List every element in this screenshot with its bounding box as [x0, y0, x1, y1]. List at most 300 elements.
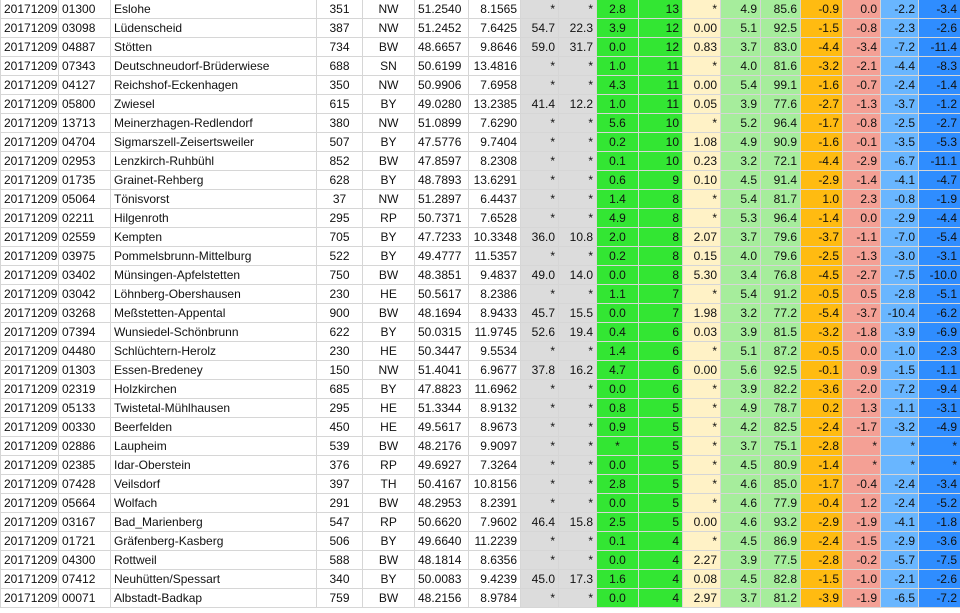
value-f-cell: 4.5: [721, 532, 761, 551]
value-b-cell: 12.2: [559, 95, 597, 114]
value-f-cell: 3.7: [721, 589, 761, 608]
value-h-cell: -1.7: [801, 475, 843, 494]
date-cell: 20171209: [1, 418, 59, 437]
station-id-cell: 01300: [59, 0, 111, 19]
state-cell: NW: [363, 114, 415, 133]
value-i-cell: -3.7: [843, 304, 881, 323]
date-cell: 20171209: [1, 475, 59, 494]
value-b-cell: 15.5: [559, 304, 597, 323]
station-name-cell: Tönisvorst: [111, 190, 317, 209]
value-c-cell: 1.0: [597, 95, 639, 114]
state-cell: NW: [363, 19, 415, 38]
value-i-cell: 1.3: [843, 399, 881, 418]
date-cell: 20171209: [1, 456, 59, 475]
station-id-cell: 01303: [59, 361, 111, 380]
value-e-cell: *: [683, 494, 721, 513]
value-e-cell: 2.07: [683, 228, 721, 247]
date-cell: 20171209: [1, 38, 59, 57]
station-name-cell: Schlüchtern-Herolz: [111, 342, 317, 361]
value-k-cell: *: [919, 437, 960, 456]
value-i-cell: -1.4: [843, 171, 881, 190]
date-cell: 20171209: [1, 380, 59, 399]
state-cell: BW: [363, 38, 415, 57]
value-k-cell: -2.3: [919, 342, 960, 361]
value-j-cell: -10.4: [881, 304, 919, 323]
value-e-cell: 1.98: [683, 304, 721, 323]
value-e-cell: 0.15: [683, 247, 721, 266]
value-j-cell: -7.0: [881, 228, 919, 247]
value-b-cell: *: [559, 475, 597, 494]
value-b-cell: *: [559, 0, 597, 19]
altitude-cell: 750: [317, 266, 363, 285]
value-c-cell: 0.1: [597, 152, 639, 171]
latitude-cell: 48.7893: [415, 171, 469, 190]
value-g-cell: 77.5: [761, 551, 801, 570]
value-e-cell: *: [683, 285, 721, 304]
value-c-cell: 0.0: [597, 38, 639, 57]
date-cell: 20171209: [1, 95, 59, 114]
value-d-cell: 11: [639, 76, 683, 95]
value-b-cell: 14.0: [559, 266, 597, 285]
value-a-cell: *: [521, 532, 559, 551]
table-row: [1, 38, 960, 57]
altitude-cell: 522: [317, 247, 363, 266]
value-j-cell: -2.9: [881, 532, 919, 551]
value-j-cell: -2.4: [881, 494, 919, 513]
value-d-cell: 8: [639, 266, 683, 285]
station-id-cell: 03098: [59, 19, 111, 38]
value-i-cell: -2.0: [843, 380, 881, 399]
value-a-cell: *: [521, 551, 559, 570]
value-j-cell: -3.5: [881, 133, 919, 152]
table-row: [1, 57, 960, 76]
altitude-cell: 230: [317, 342, 363, 361]
value-g-cell: 96.4: [761, 114, 801, 133]
altitude-cell: 387: [317, 19, 363, 38]
value-j-cell: -4.1: [881, 513, 919, 532]
date-cell: 20171209: [1, 171, 59, 190]
station-id-cell: 03042: [59, 285, 111, 304]
value-g-cell: 90.9: [761, 133, 801, 152]
value-c-cell: *: [597, 437, 639, 456]
altitude-cell: 350: [317, 76, 363, 95]
value-a-cell: *: [521, 456, 559, 475]
longitude-cell: 11.9745: [469, 323, 521, 342]
station-id-cell: 07412: [59, 570, 111, 589]
value-j-cell: -1.5: [881, 361, 919, 380]
value-d-cell: 5: [639, 513, 683, 532]
value-e-cell: 0.00: [683, 513, 721, 532]
value-b-cell: 10.8: [559, 228, 597, 247]
value-e-cell: *: [683, 114, 721, 133]
value-d-cell: 10: [639, 133, 683, 152]
state-cell: BY: [363, 95, 415, 114]
value-d-cell: 8: [639, 228, 683, 247]
value-d-cell: 8: [639, 247, 683, 266]
value-f-cell: 3.7: [721, 228, 761, 247]
longitude-cell: 9.7404: [469, 133, 521, 152]
value-h-cell: -3.2: [801, 323, 843, 342]
value-b-cell: 31.7: [559, 38, 597, 57]
value-k-cell: -1.1: [919, 361, 960, 380]
value-i-cell: 0.5: [843, 285, 881, 304]
value-k-cell: -9.4: [919, 380, 960, 399]
value-e-cell: 5.30: [683, 266, 721, 285]
altitude-cell: 340: [317, 570, 363, 589]
station-name-cell: Albstadt-Badkap: [111, 589, 317, 608]
state-cell: HE: [363, 399, 415, 418]
station-id-cell: 05800: [59, 95, 111, 114]
value-e-cell: *: [683, 209, 721, 228]
longitude-cell: 7.6290: [469, 114, 521, 133]
value-f-cell: 4.5: [721, 570, 761, 589]
value-a-cell: *: [521, 114, 559, 133]
value-h-cell: -3.7: [801, 228, 843, 247]
station-id-cell: 00071: [59, 589, 111, 608]
value-h-cell: -2.4: [801, 418, 843, 437]
value-f-cell: 4.6: [721, 513, 761, 532]
value-k-cell: -3.1: [919, 399, 960, 418]
value-c-cell: 1.4: [597, 190, 639, 209]
value-e-cell: *: [683, 418, 721, 437]
state-cell: RP: [363, 209, 415, 228]
value-b-cell: *: [559, 171, 597, 190]
value-k-cell: -5.3: [919, 133, 960, 152]
value-i-cell: -1.0: [843, 570, 881, 589]
station-name-cell: Lenzkirch-Ruhbühl: [111, 152, 317, 171]
table-row: [1, 0, 960, 19]
value-b-cell: *: [559, 285, 597, 304]
value-i-cell: -0.4: [843, 475, 881, 494]
value-e-cell: 0.00: [683, 76, 721, 95]
value-j-cell: -1.0: [881, 342, 919, 361]
date-cell: 20171209: [1, 399, 59, 418]
station-id-cell: 07394: [59, 323, 111, 342]
longitude-cell: 10.3348: [469, 228, 521, 247]
station-name-cell: Rottweil: [111, 551, 317, 570]
value-f-cell: 3.7: [721, 437, 761, 456]
altitude-cell: 547: [317, 513, 363, 532]
value-d-cell: 7: [639, 285, 683, 304]
value-g-cell: 81.5: [761, 323, 801, 342]
value-k-cell: -5.4: [919, 228, 960, 247]
latitude-cell: 50.9906: [415, 76, 469, 95]
value-h-cell: -0.1: [801, 361, 843, 380]
value-g-cell: 96.4: [761, 209, 801, 228]
value-i-cell: 0.0: [843, 0, 881, 19]
value-c-cell: 4.3: [597, 76, 639, 95]
latitude-cell: 50.0315: [415, 323, 469, 342]
value-g-cell: 76.8: [761, 266, 801, 285]
altitude-cell: 376: [317, 456, 363, 475]
station-id-cell: 05133: [59, 399, 111, 418]
longitude-cell: 8.2391: [469, 494, 521, 513]
altitude-cell: 622: [317, 323, 363, 342]
value-k-cell: -11.4: [919, 38, 960, 57]
station-id-cell: 07428: [59, 475, 111, 494]
table-row: [1, 76, 960, 95]
value-f-cell: 3.9: [721, 551, 761, 570]
value-k-cell: -7.2: [919, 589, 960, 608]
altitude-cell: 295: [317, 209, 363, 228]
longitude-cell: 13.4816: [469, 57, 521, 76]
state-cell: RP: [363, 456, 415, 475]
date-cell: 20171209: [1, 494, 59, 513]
longitude-cell: 8.6356: [469, 551, 521, 570]
table-row: [1, 418, 960, 437]
station-name-cell: Deutschneudorf-Brüderwiese: [111, 57, 317, 76]
value-i-cell: 0.0: [843, 342, 881, 361]
value-g-cell: 77.2: [761, 304, 801, 323]
state-cell: BW: [363, 437, 415, 456]
altitude-cell: 291: [317, 494, 363, 513]
value-f-cell: 5.1: [721, 19, 761, 38]
value-i-cell: -1.3: [843, 95, 881, 114]
value-i-cell: -0.8: [843, 114, 881, 133]
value-e-cell: 0.05: [683, 95, 721, 114]
latitude-cell: 51.2540: [415, 0, 469, 19]
altitude-cell: 688: [317, 57, 363, 76]
value-g-cell: 83.0: [761, 38, 801, 57]
value-h-cell: -1.5: [801, 19, 843, 38]
table-row: [1, 589, 960, 608]
table-row: [1, 380, 960, 399]
value-f-cell: 5.2: [721, 114, 761, 133]
table-row: [1, 532, 960, 551]
state-cell: SN: [363, 57, 415, 76]
value-e-cell: *: [683, 190, 721, 209]
latitude-cell: 51.3344: [415, 399, 469, 418]
table-row: [1, 95, 960, 114]
date-cell: 20171209: [1, 285, 59, 304]
table-row: [1, 209, 960, 228]
value-h-cell: 1.0: [801, 190, 843, 209]
station-id-cell: 05064: [59, 190, 111, 209]
value-c-cell: 5.6: [597, 114, 639, 133]
value-k-cell: -2.7: [919, 114, 960, 133]
longitude-cell: 9.4239: [469, 570, 521, 589]
value-k-cell: -5.2: [919, 494, 960, 513]
latitude-cell: 49.0280: [415, 95, 469, 114]
value-i-cell: *: [843, 437, 881, 456]
station-id-cell: 07343: [59, 57, 111, 76]
value-h-cell: 0.2: [801, 399, 843, 418]
station-name-cell: Kempten: [111, 228, 317, 247]
value-a-cell: *: [521, 152, 559, 171]
value-j-cell: -1.1: [881, 399, 919, 418]
value-b-cell: 17.3: [559, 570, 597, 589]
value-g-cell: 92.5: [761, 361, 801, 380]
latitude-cell: 48.2156: [415, 589, 469, 608]
altitude-cell: 397: [317, 475, 363, 494]
value-k-cell: -1.4: [919, 76, 960, 95]
state-cell: BY: [363, 380, 415, 399]
value-e-cell: *: [683, 532, 721, 551]
value-k-cell: -6.9: [919, 323, 960, 342]
altitude-cell: 685: [317, 380, 363, 399]
value-k-cell: -7.5: [919, 551, 960, 570]
station-name-cell: Veilsdorf: [111, 475, 317, 494]
value-j-cell: -2.9: [881, 209, 919, 228]
value-a-cell: *: [521, 589, 559, 608]
altitude-cell: 507: [317, 133, 363, 152]
table-row: [1, 190, 960, 209]
date-cell: 20171209: [1, 532, 59, 551]
station-name-cell: Neuhütten/Spessart: [111, 570, 317, 589]
altitude-cell: 852: [317, 152, 363, 171]
state-cell: BW: [363, 494, 415, 513]
altitude-cell: 150: [317, 361, 363, 380]
value-a-cell: 59.0: [521, 38, 559, 57]
station-id-cell: 03975: [59, 247, 111, 266]
value-e-cell: 2.27: [683, 551, 721, 570]
value-g-cell: 87.2: [761, 342, 801, 361]
value-h-cell: -4.4: [801, 152, 843, 171]
station-id-cell: 01721: [59, 532, 111, 551]
date-cell: 20171209: [1, 209, 59, 228]
value-h-cell: -2.5: [801, 247, 843, 266]
table-row: [1, 19, 960, 38]
value-a-cell: *: [521, 494, 559, 513]
value-a-cell: *: [521, 171, 559, 190]
latitude-cell: 48.6657: [415, 38, 469, 57]
value-b-cell: 22.3: [559, 19, 597, 38]
value-g-cell: 99.1: [761, 76, 801, 95]
value-k-cell: -3.1: [919, 247, 960, 266]
value-g-cell: 72.1: [761, 152, 801, 171]
value-j-cell: -2.2: [881, 0, 919, 19]
value-h-cell: -2.4: [801, 532, 843, 551]
value-c-cell: 0.6: [597, 171, 639, 190]
value-h-cell: -1.7: [801, 114, 843, 133]
latitude-cell: 48.1814: [415, 551, 469, 570]
value-f-cell: 5.4: [721, 76, 761, 95]
latitude-cell: 51.2452: [415, 19, 469, 38]
station-name-cell: Zwiesel: [111, 95, 317, 114]
state-cell: NW: [363, 76, 415, 95]
value-i-cell: -1.8: [843, 323, 881, 342]
value-h-cell: -5.4: [801, 304, 843, 323]
date-cell: 20171209: [1, 323, 59, 342]
longitude-cell: 8.9433: [469, 304, 521, 323]
value-d-cell: 12: [639, 38, 683, 57]
value-i-cell: -2.9: [843, 152, 881, 171]
value-c-cell: 0.2: [597, 247, 639, 266]
value-j-cell: -6.7: [881, 152, 919, 171]
value-f-cell: 3.9: [721, 380, 761, 399]
value-i-cell: -0.7: [843, 76, 881, 95]
value-c-cell: 4.7: [597, 361, 639, 380]
value-g-cell: 91.4: [761, 171, 801, 190]
value-b-cell: *: [559, 133, 597, 152]
value-h-cell: -1.5: [801, 570, 843, 589]
station-id-cell: 04480: [59, 342, 111, 361]
value-c-cell: 4.9: [597, 209, 639, 228]
longitude-cell: 8.9673: [469, 418, 521, 437]
value-g-cell: 80.9: [761, 456, 801, 475]
date-cell: 20171209: [1, 133, 59, 152]
value-j-cell: -0.8: [881, 190, 919, 209]
value-j-cell: -5.7: [881, 551, 919, 570]
value-i-cell: 0.9: [843, 361, 881, 380]
station-id-cell: 04127: [59, 76, 111, 95]
longitude-cell: 9.5534: [469, 342, 521, 361]
value-b-cell: *: [559, 57, 597, 76]
latitude-cell: 51.2897: [415, 190, 469, 209]
value-k-cell: -3.4: [919, 0, 960, 19]
value-c-cell: 0.8: [597, 399, 639, 418]
value-d-cell: 9: [639, 171, 683, 190]
value-k-cell: -8.3: [919, 57, 960, 76]
value-e-cell: 1.08: [683, 133, 721, 152]
value-d-cell: 8: [639, 209, 683, 228]
station-name-cell: Idar-Oberstein: [111, 456, 317, 475]
table-row: [1, 551, 960, 570]
latitude-cell: 49.6640: [415, 532, 469, 551]
value-k-cell: -4.4: [919, 209, 960, 228]
station-name-cell: Bad_Marienberg: [111, 513, 317, 532]
longitude-cell: 8.2386: [469, 285, 521, 304]
value-g-cell: 91.2: [761, 285, 801, 304]
state-cell: BY: [363, 228, 415, 247]
station-name-cell: Meinerzhagen-Redlendorf: [111, 114, 317, 133]
value-a-cell: *: [521, 57, 559, 76]
value-g-cell: 82.2: [761, 380, 801, 399]
table-row: [1, 475, 960, 494]
value-c-cell: 0.2: [597, 133, 639, 152]
value-e-cell: 0.00: [683, 361, 721, 380]
value-c-cell: 0.0: [597, 266, 639, 285]
latitude-cell: 48.2953: [415, 494, 469, 513]
value-e-cell: 0.10: [683, 171, 721, 190]
value-e-cell: *: [683, 57, 721, 76]
value-a-cell: *: [521, 285, 559, 304]
latitude-cell: 47.7233: [415, 228, 469, 247]
value-h-cell: -2.8: [801, 437, 843, 456]
station-id-cell: 02953: [59, 152, 111, 171]
value-a-cell: 36.0: [521, 228, 559, 247]
value-a-cell: *: [521, 418, 559, 437]
state-cell: BY: [363, 247, 415, 266]
altitude-cell: 37: [317, 190, 363, 209]
state-cell: NW: [363, 190, 415, 209]
value-j-cell: -7.5: [881, 266, 919, 285]
value-h-cell: -2.9: [801, 513, 843, 532]
latitude-cell: 50.7371: [415, 209, 469, 228]
date-cell: 20171209: [1, 266, 59, 285]
station-name-cell: Hilgenroth: [111, 209, 317, 228]
value-c-cell: 2.8: [597, 475, 639, 494]
value-d-cell: 7: [639, 304, 683, 323]
latitude-cell: 47.5776: [415, 133, 469, 152]
value-c-cell: 0.4: [597, 323, 639, 342]
longitude-cell: 7.6958: [469, 76, 521, 95]
value-b-cell: *: [559, 152, 597, 171]
longitude-cell: 10.8156: [469, 475, 521, 494]
value-k-cell: -1.9: [919, 190, 960, 209]
table-row: [1, 513, 960, 532]
value-j-cell: -3.0: [881, 247, 919, 266]
value-e-cell: 0.23: [683, 152, 721, 171]
station-name-cell: Twistetal-Mühlhausen: [111, 399, 317, 418]
altitude-cell: 230: [317, 285, 363, 304]
state-cell: TH: [363, 475, 415, 494]
value-d-cell: 5: [639, 456, 683, 475]
longitude-cell: 9.8646: [469, 38, 521, 57]
station-id-cell: 01735: [59, 171, 111, 190]
value-b-cell: *: [559, 399, 597, 418]
date-cell: 20171209: [1, 190, 59, 209]
